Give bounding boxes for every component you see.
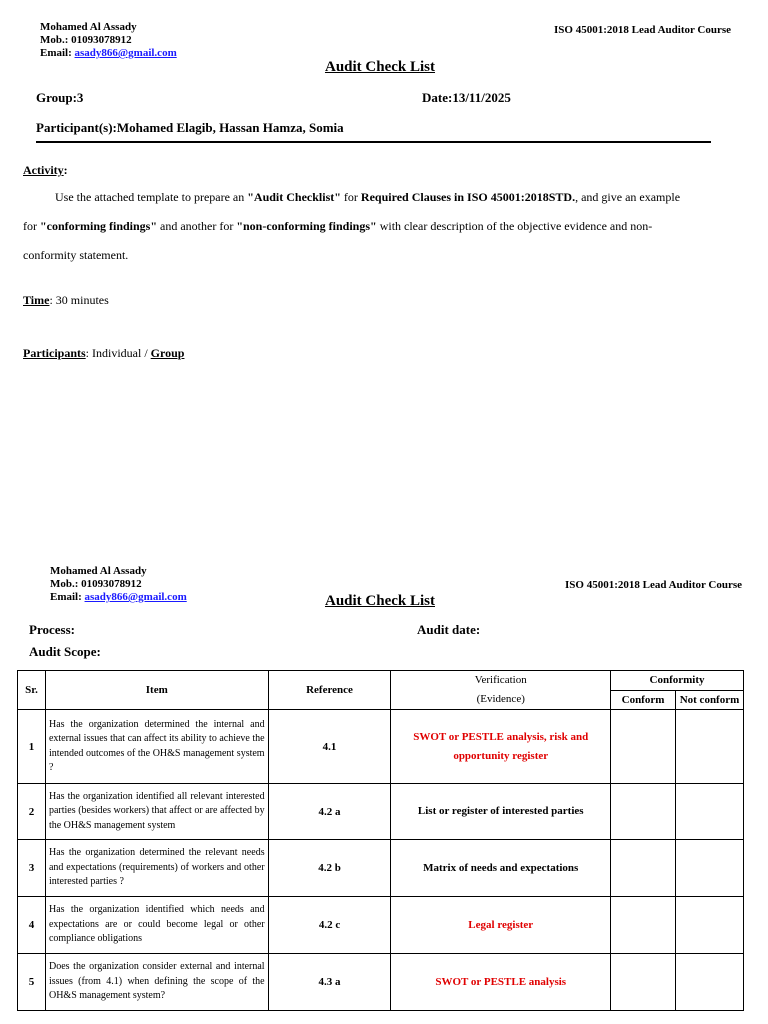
date-label: Date:13/11/2025 <box>422 90 511 105</box>
row-item: Has the organization identified all relevant interested parties (besides workers) that affect or are affected by the OH&S management system <box>45 784 268 840</box>
audit-scope-label: Audit Scope: <box>29 644 101 659</box>
row-reference: 4.2 b <box>268 840 391 897</box>
page2-title: Audit Check List <box>324 593 436 609</box>
author-name: Mohamed Al Assady <box>50 565 147 577</box>
row-sr: 5 <box>18 954 46 1011</box>
row-item: Has the organization determined the internal and external issues that can affect its ability to achieve the intended outcomes of the OH&S management system ? <box>45 710 268 784</box>
page1-author-block <box>40 21 177 60</box>
table-row <box>18 784 744 840</box>
audit-date-label: Audit date: <box>417 622 481 637</box>
row-evidence: Legal register <box>391 897 611 954</box>
row-sr: 4 <box>18 897 46 954</box>
row-sr: 1 <box>18 710 46 784</box>
row-evidence: List or register of interested parties <box>391 784 611 840</box>
time-line: Time: 30 minutes <box>23 293 109 307</box>
table-row <box>18 897 744 954</box>
table-row <box>18 954 744 1011</box>
row-sr: 2 <box>18 784 46 840</box>
participants-line: Participant(s):Mohamed Elagib, Hassan Hamza, Somia <box>36 120 344 135</box>
author-email-link[interactable]: asady866@gmail.com <box>84 591 187 603</box>
row-conform-cell[interactable] <box>611 784 676 840</box>
page1-title: Audit Check List <box>324 59 436 75</box>
group-label: Group:3 <box>36 90 84 105</box>
row-conform-cell[interactable] <box>611 840 676 897</box>
row-evidence: Matrix of needs and expectations <box>391 840 611 897</box>
table-row <box>18 840 744 897</box>
header-item: Item <box>45 671 268 710</box>
author-email-line: Email: asady866@gmail.com <box>50 591 187 603</box>
row-evidence: SWOT or PESTLE analysis <box>391 954 611 1011</box>
header-conformity: Conformity <box>611 671 744 691</box>
header-reference: Reference <box>268 671 391 710</box>
row-not-conform-cell[interactable] <box>676 954 744 1011</box>
row-evidence: SWOT or PESTLE analysis, risk and opportunity register <box>391 710 611 784</box>
activity-paragraph: Use the attached template to prepare an "Audit Checklist" for Required Clauses in ISO 45001:2018STD., and give an example for "conforming findings" and another for "non-conforming findings" with clear description of the objective evidence and non- conformity statement. <box>23 190 681 262</box>
row-reference: 4.1 <box>268 710 391 784</box>
page1-course-title: ISO 45001:2018 Lead Auditor Course <box>554 24 732 36</box>
row-item: Has the organization identified which needs and expectations are or could become legal or other compliance obligations <box>45 897 268 954</box>
row-not-conform-cell[interactable] <box>676 897 744 954</box>
participants-mode-line: Participants: Individual / Group <box>23 346 185 360</box>
activity-heading: Activity: <box>23 163 68 177</box>
row-conform-cell[interactable] <box>611 897 676 954</box>
header-conform: Conform <box>611 690 676 710</box>
header-not-conform: Not conform <box>676 690 744 710</box>
row-item: Has the organization determined the relevant needs and expectations (requirements) of workers and other interested parties ? <box>45 840 268 897</box>
audit-checklist-table <box>17 670 744 1011</box>
header-sr: Sr. <box>18 671 46 710</box>
header-rule <box>36 141 711 143</box>
row-conform-cell[interactable] <box>611 954 676 1011</box>
row-not-conform-cell[interactable] <box>676 710 744 784</box>
author-mobile: Mob.: 01093078912 <box>50 578 142 590</box>
row-reference: 4.2 a <box>268 784 391 840</box>
page2-course-title: ISO 45001:2018 Lead Auditor Course <box>565 579 743 591</box>
author-name: Mohamed Al Assady <box>40 21 137 33</box>
row-conform-cell[interactable] <box>611 710 676 784</box>
row-not-conform-cell[interactable] <box>676 784 744 840</box>
row-reference: 4.3 a <box>268 954 391 1011</box>
header-verification: Verification (Evidence) <box>391 671 611 710</box>
author-email-link[interactable]: asady866@gmail.com <box>74 47 177 59</box>
author-mobile: Mob.: 01093078912 <box>40 34 132 46</box>
row-reference: 4.2 c <box>268 897 391 954</box>
table-row <box>18 710 744 784</box>
author-email-line: Email: asady866@gmail.com <box>40 47 177 59</box>
row-item: Does the organization consider external and internal issues (from 4.1) when defining the scope of the OH&S management system? <box>45 954 268 1011</box>
process-label: Process: <box>29 622 75 637</box>
row-sr: 3 <box>18 840 46 897</box>
row-not-conform-cell[interactable] <box>676 840 744 897</box>
